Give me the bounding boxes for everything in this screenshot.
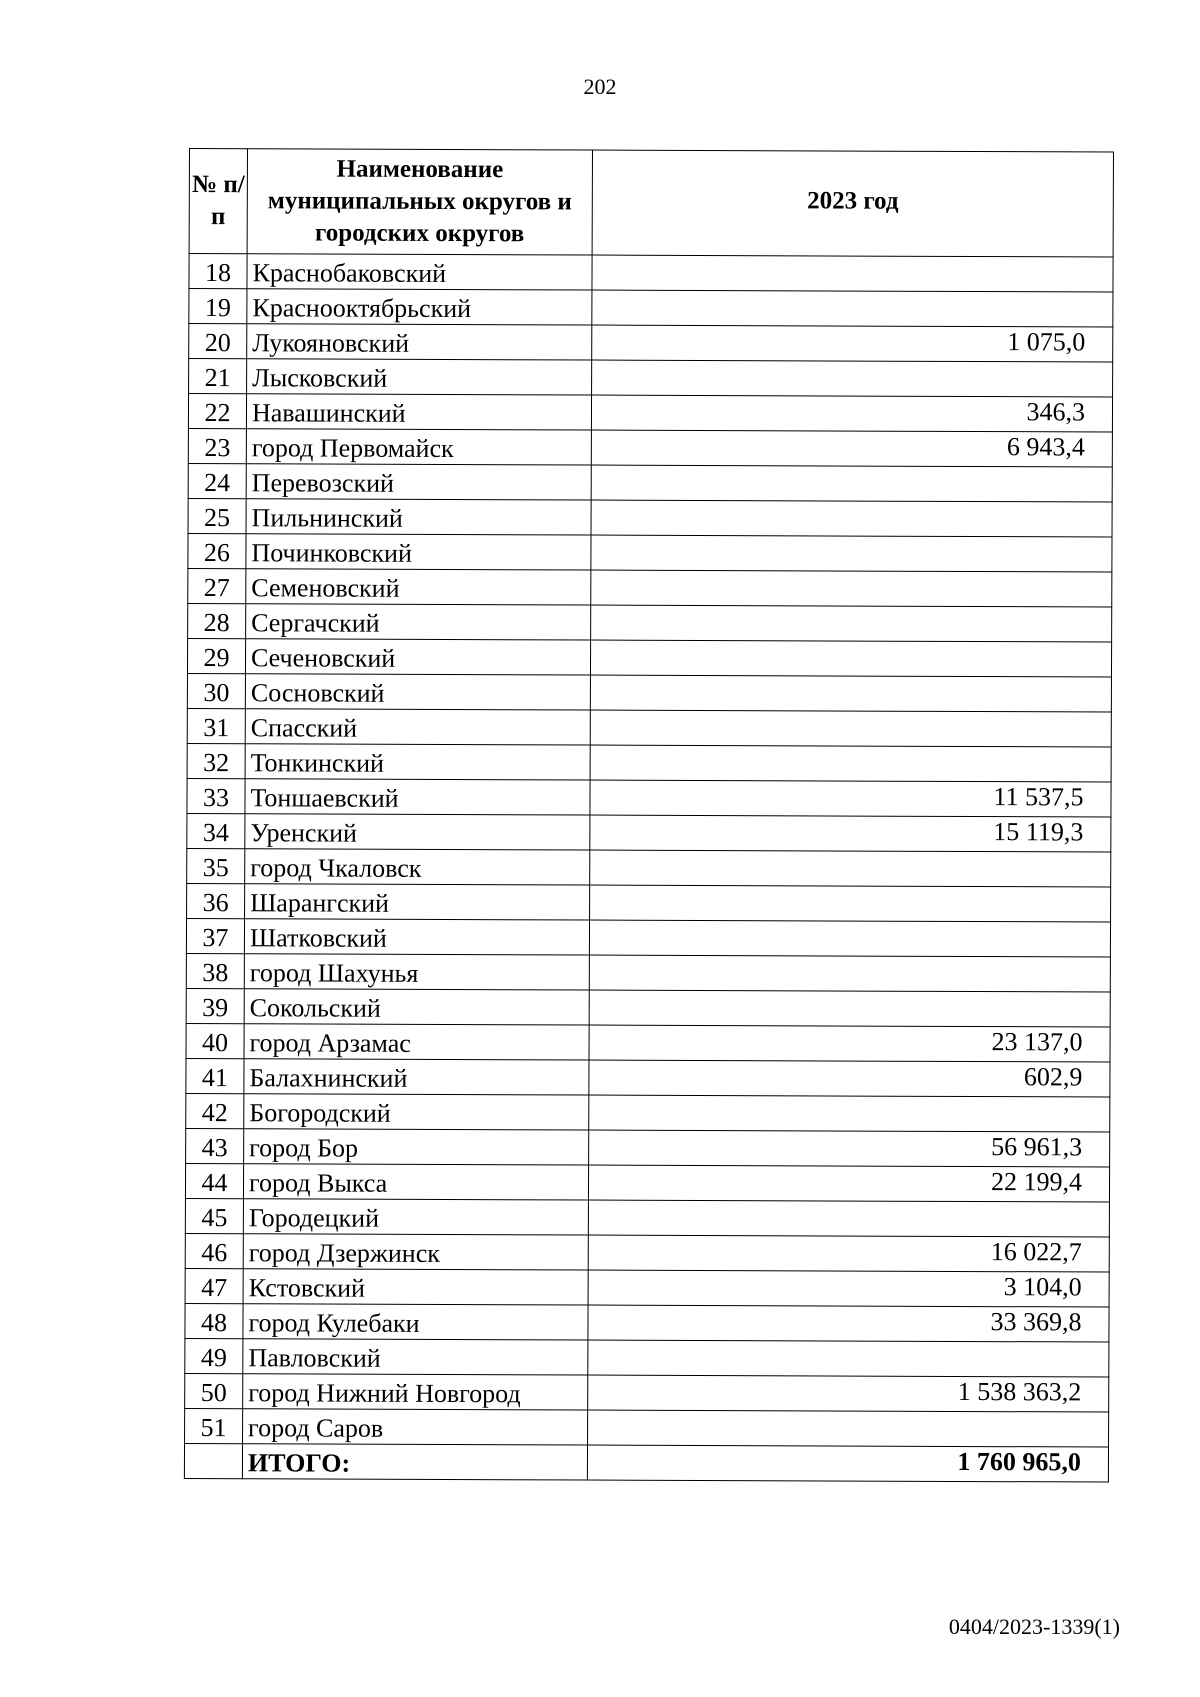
total-value: 1 760 965,0 — [587, 1445, 1108, 1482]
row-value — [591, 605, 1112, 642]
row-name: город Шахунья — [244, 954, 589, 990]
row-name: город Бор — [244, 1129, 589, 1165]
row-number: 45 — [185, 1198, 243, 1233]
row-value — [589, 990, 1110, 1027]
row-number: 18 — [189, 254, 247, 289]
total-num-cell — [184, 1443, 242, 1478]
row-name: Балахнинский — [244, 1059, 589, 1095]
row-number: 25 — [188, 498, 246, 533]
table-row — [188, 533, 1112, 572]
row-name: Сокольский — [244, 989, 589, 1025]
table-row — [185, 1163, 1109, 1202]
table-row — [187, 883, 1111, 922]
row-value — [589, 955, 1110, 992]
row-name: Сергачский — [246, 604, 591, 640]
table-row — [185, 1303, 1109, 1342]
row-number: 20 — [189, 324, 247, 359]
row-number: 34 — [187, 813, 245, 848]
table-row — [189, 324, 1113, 363]
table-row — [189, 254, 1113, 293]
row-value: 1 538 363,2 — [588, 1375, 1109, 1412]
row-name: Уренский — [245, 814, 590, 850]
row-name: Спасский — [245, 709, 590, 745]
row-value — [591, 500, 1112, 537]
row-value: 22 199,4 — [588, 1165, 1109, 1202]
row-value — [592, 255, 1113, 292]
row-number: 35 — [187, 848, 245, 883]
row-value — [591, 570, 1112, 607]
row-number: 51 — [185, 1408, 243, 1443]
row-number: 48 — [185, 1303, 243, 1338]
table-row — [185, 1198, 1109, 1237]
row-value: 346,3 — [591, 395, 1112, 432]
table-row — [186, 1023, 1110, 1062]
row-value: 3 104,0 — [588, 1270, 1109, 1307]
row-name: Тонкинский — [245, 744, 590, 780]
row-value: 16 022,7 — [588, 1235, 1109, 1272]
row-value — [588, 1200, 1109, 1237]
row-number: 41 — [186, 1058, 244, 1093]
row-number: 24 — [188, 463, 246, 498]
row-name: Лысковский — [247, 359, 592, 395]
row-value — [589, 920, 1110, 957]
row-number: 31 — [187, 708, 245, 743]
allocation-table-wrapper — [184, 148, 1114, 1483]
row-value: 56 961,3 — [589, 1130, 1110, 1167]
row-value — [591, 465, 1112, 502]
row-value — [590, 640, 1111, 677]
row-name: город Дзержинск — [243, 1234, 588, 1270]
table-row — [185, 1408, 1109, 1447]
row-number: 50 — [185, 1373, 243, 1408]
page-number: 202 — [583, 74, 617, 99]
row-number: 32 — [187, 743, 245, 778]
row-value — [589, 1095, 1110, 1132]
table-body — [185, 254, 1114, 1448]
row-name: Сосновский — [245, 674, 590, 710]
table-row — [186, 918, 1110, 957]
table-row — [186, 1058, 1110, 1097]
row-number: 39 — [186, 988, 244, 1023]
row-number: 23 — [188, 428, 246, 463]
row-number: 28 — [188, 603, 246, 638]
table-row — [189, 359, 1113, 398]
row-value: 33 369,8 — [588, 1305, 1109, 1342]
table-row — [188, 394, 1112, 433]
row-name: город Первомайск — [246, 429, 591, 465]
row-name: Перевозский — [246, 464, 591, 500]
row-value: 23 137,0 — [589, 1025, 1110, 1062]
table-row — [188, 568, 1112, 607]
row-value — [590, 710, 1111, 747]
table-row — [186, 988, 1110, 1027]
row-name: город Нижний Новгород — [243, 1374, 588, 1410]
row-value — [590, 745, 1111, 782]
row-number: 42 — [186, 1093, 244, 1128]
row-number: 26 — [188, 533, 246, 568]
row-name: Починковский — [246, 534, 591, 570]
row-number: 21 — [189, 359, 247, 394]
row-number: 37 — [186, 918, 244, 953]
row-name: Павловский — [243, 1339, 588, 1375]
row-name: Семеновский — [246, 569, 591, 605]
row-number: 30 — [187, 673, 245, 708]
row-name: Лукояновский — [247, 324, 592, 360]
row-name: город Саров — [243, 1409, 588, 1445]
header-value: 2023 год — [592, 150, 1113, 257]
row-name: Городецкий — [243, 1199, 588, 1235]
row-number: 22 — [188, 394, 246, 429]
row-number: 40 — [186, 1023, 244, 1058]
allocation-table — [184, 148, 1114, 1483]
row-value: 15 119,3 — [590, 815, 1111, 852]
row-name: город Арзамас — [244, 1024, 589, 1060]
table-row — [188, 463, 1112, 502]
table-row — [187, 673, 1111, 712]
row-name: Сеченовский — [245, 639, 590, 675]
table-header-row — [189, 149, 1113, 258]
row-name: город Кулебаки — [243, 1304, 588, 1340]
row-value — [592, 290, 1113, 327]
table-row — [187, 638, 1111, 677]
header-name: Наименование муниципальных округов и городских округов — [247, 149, 592, 255]
row-name: Шатковский — [244, 919, 589, 955]
table-row — [185, 1338, 1109, 1377]
header-num: № п/п — [189, 149, 247, 254]
row-number: 36 — [187, 883, 245, 918]
row-value: 602,9 — [589, 1060, 1110, 1097]
row-number: 33 — [187, 778, 245, 813]
table-row — [187, 813, 1111, 852]
table-row — [188, 603, 1112, 642]
row-number: 47 — [185, 1268, 243, 1303]
table-row — [187, 743, 1111, 782]
row-name: Пильнинский — [246, 499, 591, 535]
row-name: Краснобаковский — [247, 254, 592, 290]
total-row — [184, 1443, 1108, 1482]
table-row — [186, 1093, 1110, 1132]
row-value — [588, 1340, 1109, 1377]
table-row — [188, 498, 1112, 537]
row-value — [592, 360, 1113, 397]
row-number: 46 — [185, 1233, 243, 1268]
table-row — [185, 1268, 1109, 1307]
row-value — [590, 675, 1111, 712]
table-row — [185, 1373, 1109, 1412]
table-row — [186, 1128, 1110, 1167]
table-row — [188, 428, 1112, 467]
row-name: Богородский — [244, 1094, 589, 1130]
row-name: Навашинский — [246, 394, 591, 430]
row-name: Кстовский — [243, 1269, 588, 1305]
row-value: 6 943,4 — [591, 430, 1112, 467]
row-number: 49 — [185, 1338, 243, 1373]
document-code: 0404/2023-1339(1) — [948, 1614, 1120, 1639]
row-value — [588, 1410, 1109, 1447]
row-name: город Чкаловск — [245, 849, 590, 885]
row-number: 27 — [188, 568, 246, 603]
row-value — [590, 885, 1111, 922]
row-number: 43 — [186, 1128, 244, 1163]
row-value: 1 075,0 — [592, 325, 1113, 362]
total-label: ИТОГО: — [242, 1444, 587, 1480]
table-row — [185, 1233, 1109, 1272]
table-row — [189, 289, 1113, 328]
table-row — [187, 778, 1111, 817]
table-row — [186, 953, 1110, 992]
row-value — [591, 535, 1112, 572]
row-number: 44 — [185, 1163, 243, 1198]
row-name: Краснооктябрьский — [247, 289, 592, 325]
table-row — [187, 708, 1111, 747]
row-number: 29 — [187, 638, 245, 673]
row-value — [590, 850, 1111, 887]
row-name: город Выкса — [243, 1164, 588, 1200]
row-name: Шарангский — [245, 884, 590, 920]
table-row — [187, 848, 1111, 887]
row-number: 19 — [189, 289, 247, 324]
row-name: Тоншаевский — [245, 779, 590, 815]
row-number: 38 — [186, 953, 244, 988]
row-value: 11 537,5 — [590, 780, 1111, 817]
